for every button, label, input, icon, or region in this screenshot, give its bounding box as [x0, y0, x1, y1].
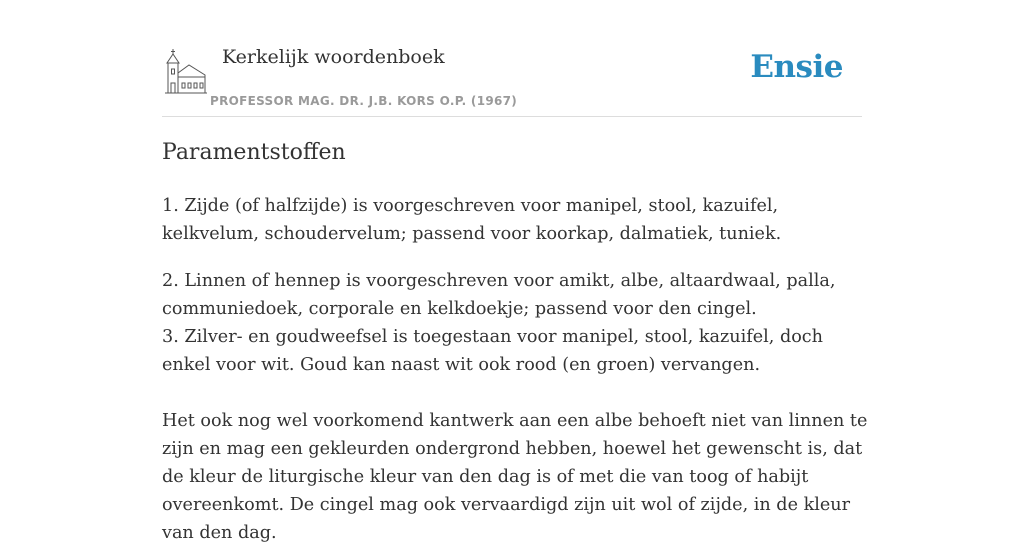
church-icon — [165, 49, 207, 95]
entry-content — [162, 192, 874, 547]
entry-paragraph: 3. Zilver- en goudweefsel is toegestaan voor manipel, stool, kazuifel, doch enkel voor wit. Goud kan naast wit ook rood (en groen) vervangen. — [162, 327, 823, 375]
entry-paragraph: 2. Linnen of hennep is voorgeschreven voor amikt, albe, altaardwaal, palla, communiedoek, corporale en kelkdoekje; passend voor den cingel. — [162, 271, 836, 319]
entry-paragraph: Het ook nog wel voorkomend kantwerk aan een albe behoeft niet van linnen te zijn en mag een gekleurden ondergrond hebben, hoewel het gewenscht is, dat de kleur de liturgische kleur van den dag is of met die van toog of habijt overeenkomt. De cingel mag ook vervaardigd zijn uit wol of zijde, in de kleur van den dag. — [162, 411, 868, 543]
ensie-logo-link[interactable]: Ensie — [750, 49, 843, 85]
book-title[interactable]: Kerkelijk woordenboek — [222, 46, 445, 68]
book-author: PROFESSOR MAG. DR. J.B. KORS O.P. (1967) — [210, 94, 518, 108]
book-header — [162, 40, 862, 117]
entry-title: Paramentstoffen — [162, 140, 346, 165]
entry-paragraph: 1. Zijde (of halfzijde) is voorgeschreven voor manipel, stool, kazuifel, kelkvelum, schoudervelum; passend voor koorkap, dalmatiek, tuniek. — [162, 196, 782, 244]
